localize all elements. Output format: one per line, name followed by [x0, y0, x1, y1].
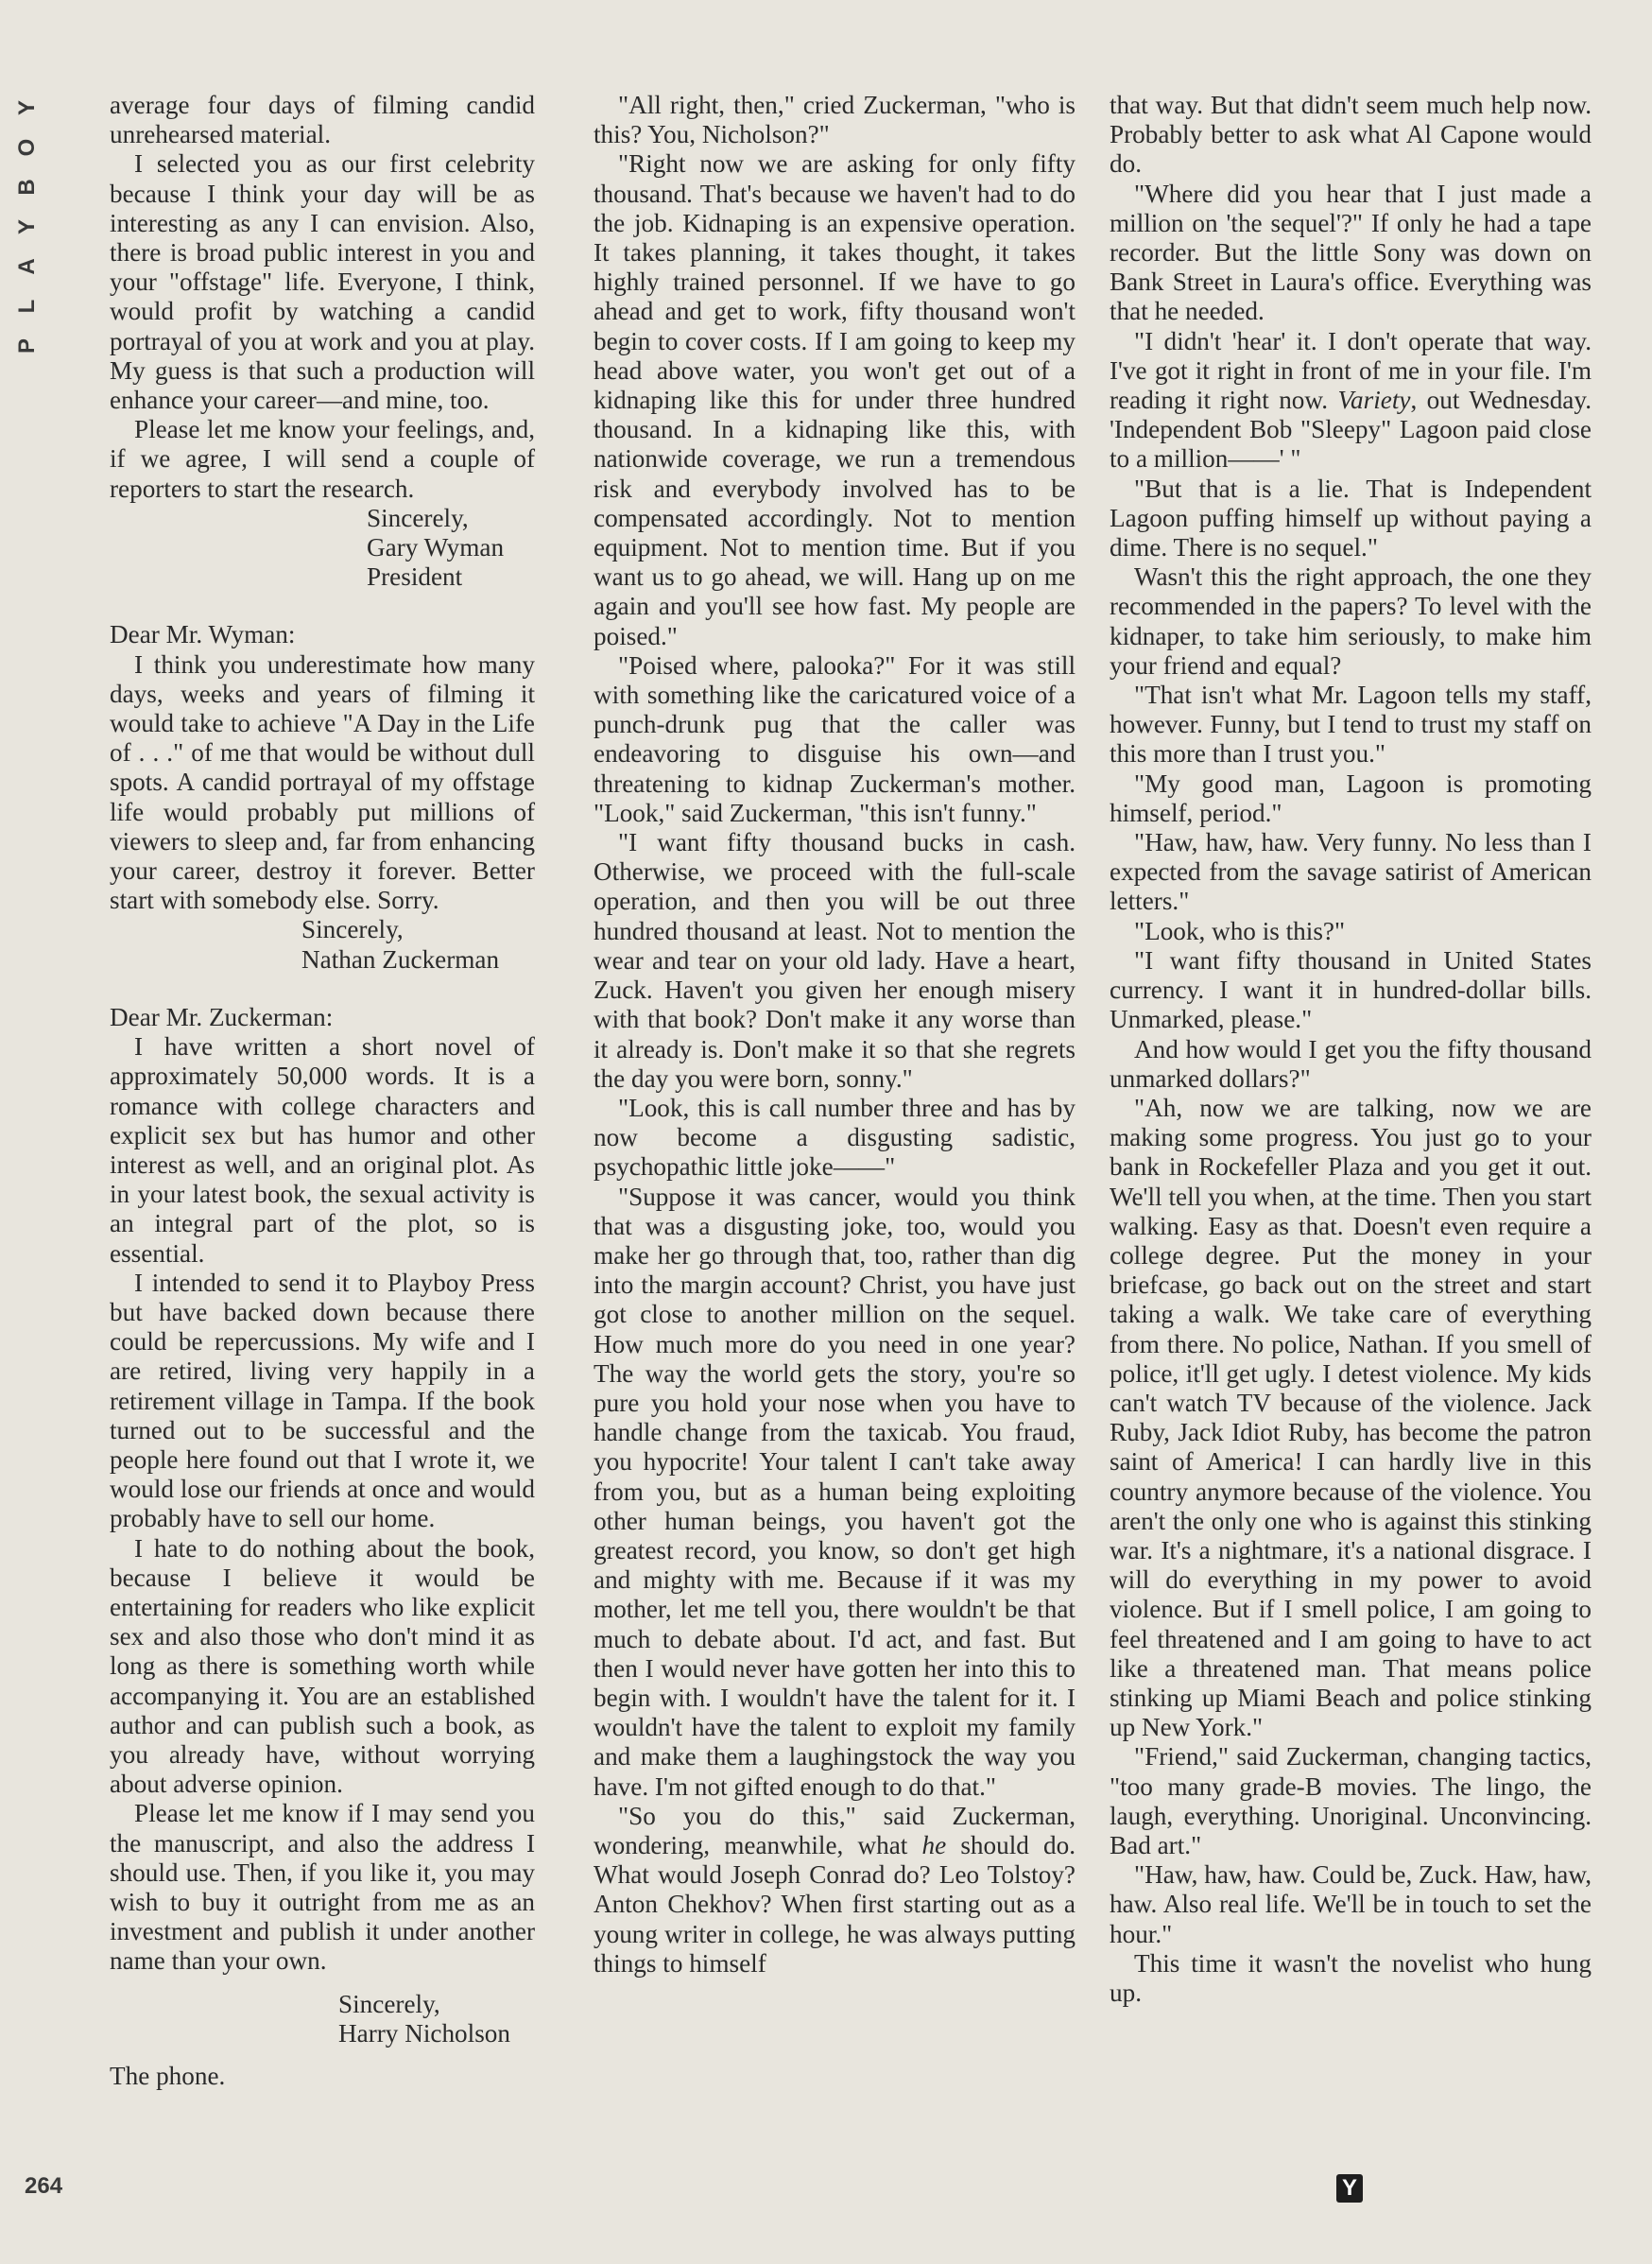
paragraph: "Haw, haw, haw. Very funny. No less than I expected from the savage satirist of American letters.": [1110, 828, 1592, 916]
signature-name: Harry Nicholson: [338, 2018, 510, 2048]
masthead-letter: P: [14, 338, 40, 354]
masthead-letter: A: [14, 258, 40, 275]
text-column-2: [594, 91, 1076, 2218]
paragraph: The phone.: [110, 2062, 226, 2090]
paragraph: I intended to send it to Playboy Press but have backed down because there could be repercussions. My wife and I are retired, living very happily in a retirement village in Tampa. If the book turned out to be successful and the people here found out that I wrote it, we would lose our friends at once and would probably have to sell our home.: [110, 1268, 535, 1533]
signature-closing: Sincerely,: [338, 1989, 440, 2018]
signature-name: Gary Wyman: [367, 533, 505, 562]
paragraph: "My good man, Lagoon is promoting himself, period.": [1110, 769, 1592, 827]
paragraph: "Right now we are asking for only fifty thousand. That's because we haven't had to do the job. Kidnaping is an expensive operation. It takes planning, it takes thought, it takes highly trained personnel. If we have to go ahead and get to work, fifty thousand won't begin to cover costs. If I am going to keep my head above water, you won't get out of a kidnaping like this for under three hundred thousand. In a kidnaping like this, with nationwide coverage, we run a tremendous risk and everybody involved has to be compensated accordingly. Not to mention equipment. Not to mention time. But if you want us to go ahead, we will. Hang up on me again and you'll see how fast. My people are poised.": [594, 149, 1076, 650]
paragraph: "Friend," said Zuckerman, changing tactics, "too many grade-B movies. The lingo, the laugh, everything. Unoriginal. Unconvincing. Bad art.": [1110, 1742, 1592, 1859]
paragraph: And how would I get you the fifty thousand unmarked dollars?": [1110, 1034, 1592, 1093]
paragraph: "Poised where, palooka?" For it was still with something like the caricatured voice of a punch-drunk pug that the caller was endeavoring to disguise his own—and threatening to kidnap Zuckerman's mother. "Look," said Zuckerman, "this isn't funny.": [594, 650, 1076, 827]
paragraph: This time it wasn't the novelist who hung up.: [1110, 1948, 1592, 2007]
paragraph: Wasn't this the right approach, the one they recommended in the papers? To level with the kidnaper, to take him seriously, to make him your friend and equal?: [1110, 562, 1592, 680]
masthead-letter: B: [14, 179, 40, 196]
paragraph: I have written a short novel of approximately 50,000 words. It is a romance with college characters and explicit sex but has humor and other interest as well, and an original plot. As in your latest book, the sexual activity is an integral part of the plot, so is essential.: [110, 1032, 535, 1268]
paragraph: "I want fifty thousand bucks in cash. Otherwise, we proceed with the full-scale operation, and then you will be out three hundred thousand at least. Not to mention the wear and tear on your old lady. Have a heart, Zuck. Haven't you given her enough misery with that book? Don't make it any worse than it already is. Don't make it so that she regrets the day you were born, sonny.": [594, 828, 1076, 1093]
paragraph: "Look, who is this?": [1134, 916, 1346, 945]
paragraph: that way. But that didn't seem much help now. Probably better to ask what Al Capone would do.: [1110, 91, 1592, 179]
text-run: , out Wednesday. 'Independent Bob "Sleepy" Lagoon paid close to a million——' ": [1110, 386, 1592, 474]
paragraph: [594, 1802, 1076, 1979]
paragraph: I selected you as our first celebrity because I think your day will be as interesting as any I can envision. Also, there is broad public interest in you and your "offstage" life. Everyone, I think, would profit by watching a candid portrayal of you at work and you at play. My guess is that such a production will enhance your career—and mine, too.: [110, 149, 535, 415]
signature-title: President: [367, 562, 463, 592]
paragraph: "Haw, haw, haw. Could be, Zuck. Haw, haw, haw. Also real life. We'll be in touch to set the hour.": [1110, 1860, 1592, 1948]
paragraph: Please let me know if I may send you the manuscript, and also the address I should use. Then, if you like it, you may wish to buy it outright from me as an investment and publish it under another name than your own.: [110, 1799, 535, 1976]
paragraph: "That isn't what Mr. Lagoon tells my staff, however. Funny, but I tend to trust my staff on this more than I trust you.": [1110, 681, 1592, 769]
masthead-letter: Y: [14, 219, 40, 235]
paragraph: average four days of filming candid unrehearsed material.: [110, 91, 535, 149]
letter-salutation: Dear Mr. Wyman:: [110, 620, 296, 649]
letter-salutation: Dear Mr. Zuckerman:: [110, 1002, 334, 1031]
text-run: should do. What would Joseph Conrad do? Leo Tolstoy? Anton Chekhov? When first starting out as a young writer in college, he was always putting things to himself: [594, 1830, 1076, 1978]
text-column-3: [1110, 91, 1592, 2218]
masthead-letter: Y: [14, 100, 40, 116]
text-column-1: [110, 91, 535, 2218]
paragraph: "I want fifty thousand in United States currency. I want it in hundred-dollar bills. Unmarked, please.": [1110, 945, 1592, 1034]
paragraph: "All right, then," cried Zuckerman, "who is this? You, Nicholson?": [594, 91, 1076, 149]
paragraph: "But that is a lie. That is Independent Lagoon puffing himself up without paying a dime. There is no sequel.": [1110, 474, 1592, 562]
italic-text: he: [921, 1830, 947, 1859]
page-number: 264: [25, 2173, 63, 2199]
signature-closing: Sincerely,: [367, 503, 469, 532]
paragraph: "Where did you hear that I just made a million on 'the sequel'?" If only he had a tape recorder. But the little Sony was down on Bank Street in Laura's office. Everything was that he needed.: [1110, 179, 1592, 326]
masthead-letter: L: [14, 299, 40, 314]
paragraph: "Look, this is call number three and has by now become a disgusting sadistic, psychopathic little joke——": [594, 1093, 1076, 1182]
italic-text: Variety: [1337, 386, 1411, 415]
paragraph: "Ah, now we are talking, now we are making some progress. You just go to your bank in Rockefeller Plaza and you get it out. We'll tell you when, at the time. Then you start walking. Easy as that. Doesn't even require a college degree. Put the money in your briefcase, go back out on the street and start taking a walk. We take care of everything from there. No police, Nathan. If you smell of police, it'll get ugly. I detest violence. My kids can't watch TV because of the violence. Jack Ruby, Jack Idiot Ruby, has become the patron saint of America! I can hardly live in this country anymore because of the violence. You aren't the only one who is against this stinking war. It's a nightmare, it's a national disgrace. I will do everything in my power to avoid violence. But if I smell police, I am going to feel threatened and I am going to have to act like a threatened man. That means police stinking up Miami Beach and police stinking up New York.": [1110, 1093, 1592, 1742]
paragraph: I think you underestimate how many days, weeks and years of filming it would take to achieve "A Day in the Life of . . ." of me that would be without dull spots. A candid portrayal of my offstage life would probably put millions of viewers to sleep and, far from enhancing your career, destroy it forever. Better start with somebody else. Sorry.: [110, 649, 535, 915]
paragraph: Please let me know your feelings, and, if we agree, I will send a couple of reporters to start the research.: [110, 415, 535, 503]
signature-closing: Sincerely,: [301, 915, 404, 944]
end-of-story-mark: Y: [1336, 2174, 1363, 2203]
text-run: "So you do this," said Zuckerman, wondering, meanwhile, what: [594, 1801, 1076, 1859]
signature-name: Nathan Zuckerman: [301, 944, 500, 974]
paragraph: I hate to do nothing about the book, because I believe it would be entertaining for readers who like explicit sex and also those who don't mind it as long as there is something worth while accompanying it. You are an established author and can publish such a book, as you already have, without worrying about adverse opinion.: [110, 1533, 535, 1799]
paragraph: "Suppose it was cancer, would you think that was a disgusting joke, too, would you make her go through that, too, rather than dig into the margin account? Christ, you have just got close to another million on the sequel. How much more do you need in one year? The way the world gets the story, you're so pure you hold your nose when you have to handle change from the taxicab. You fraud, you hypocrite! Your talent I can't take away from you, but as a human being exploiting other human beings, you haven't got the greatest record, you know, so don't get high and mighty with me. Because if it was my mother, let me tell you, there wouldn't be that much to debate about. I'd act, and fast. But then I would never have gotten her into this to begin with. I wouldn't have the talent for it. I wouldn't have the talent to exploit my family and make them a laughingstock the way you have. I'm not gifted enough to do that.": [594, 1182, 1076, 1801]
masthead-letter: O: [14, 138, 40, 157]
paragraph: [1110, 327, 1592, 475]
playboy-vertical-masthead: [13, 95, 51, 359]
text-run: "I didn't 'hear' it. I don't operate that way. I've got it right in front of me in your file. I'm reading it right now.: [1110, 326, 1592, 415]
